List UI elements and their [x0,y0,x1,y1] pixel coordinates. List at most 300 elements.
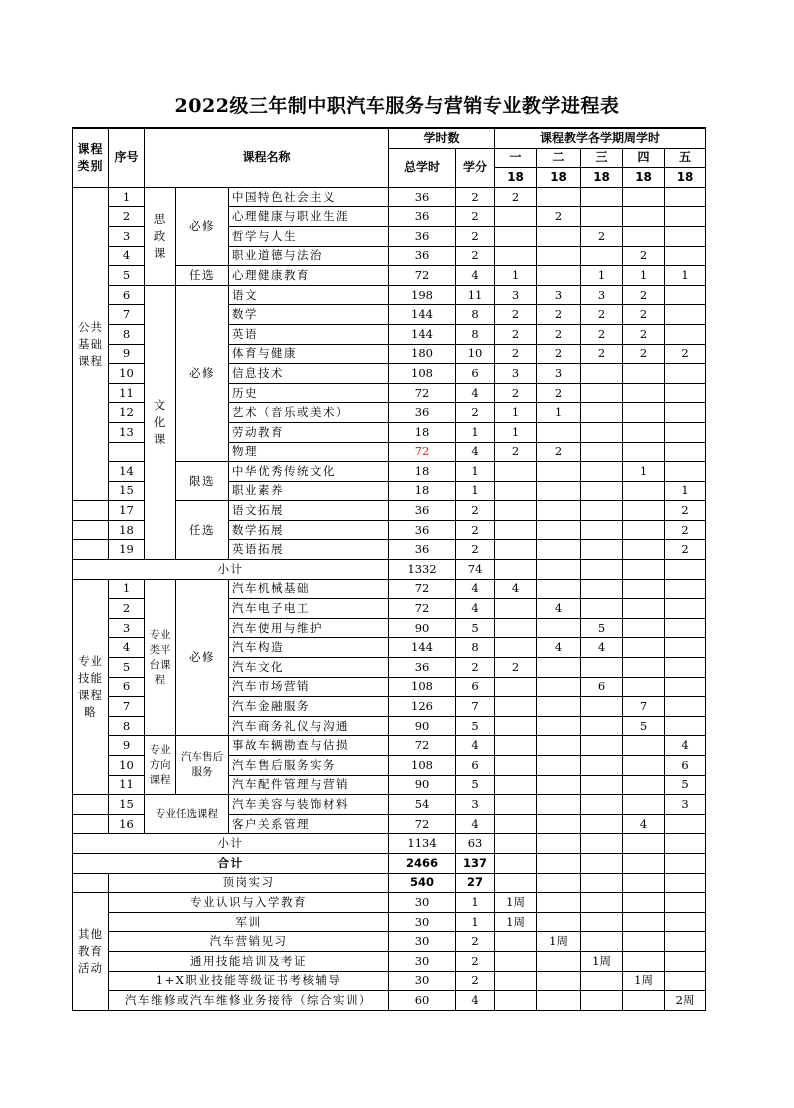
credits: 63 [456,834,495,854]
semester-1-weekly-hours [495,599,537,619]
header-credits: 学分 [456,148,495,187]
semester-3-weekly-hours [581,853,623,873]
semester-4-weekly-hours [623,853,665,873]
course-seq [109,442,145,462]
group-required: 必修 [176,579,229,736]
semester-4-weekly-hours: 1 [623,462,665,482]
row-label: 通用技能培训及考证 [109,951,389,971]
semester-3-weekly-hours [581,462,623,482]
semester-2-weekly-hours: 4 [537,599,581,619]
semester-1-weekly-hours: 1 [495,422,537,442]
semester-4-weekly-hours [623,834,665,854]
semester-4-weekly-hours: 1 [623,266,665,286]
semester-4-weekly-hours [623,422,665,442]
semester-3-weekly-hours: 5 [581,618,623,638]
semester-4-weekly-hours [623,756,665,776]
course-seq: 7 [109,697,145,717]
semester-5-weekly-hours: 4 [665,736,706,756]
category-public: 公共基础课程 [73,187,109,501]
group-elective: 任选 [176,266,229,286]
semester-1-weekly-hours: 1 [495,403,537,423]
semester-2-weekly-hours [537,422,581,442]
empty-cell [73,501,109,521]
semester-3-weekly-hours: 6 [581,677,623,697]
total-hours: 126 [389,697,456,717]
semester-1-weekly-hours [495,540,537,560]
semester-4-weekly-hours [623,442,665,462]
semester-5-weekly-hours [665,814,706,834]
total-hours: 72 [389,736,456,756]
semester-5-weekly-hours: 6 [665,756,706,776]
semester-2-weekly-hours: 2 [537,442,581,462]
course-name: 汽车金融服务 [229,697,389,717]
semester-3-weekly-hours: 3 [581,285,623,305]
total-hours: 144 [389,324,456,344]
course-name: 汽车机械基础 [229,579,389,599]
semester-4-weekly-hours [623,540,665,560]
semester-2-weekly-hours: 2 [537,383,581,403]
semester-1-weekly-hours: 2 [495,305,537,325]
table-row [73,951,706,971]
group-aftersales: 汽车售后服务 [176,736,229,795]
credits: 4 [456,442,495,462]
credits: 2 [456,246,495,266]
semester-1-weekly-hours [495,873,537,893]
semester-2-weekly-hours [537,736,581,756]
course-seq: 2 [109,207,145,227]
total-hours: 1134 [389,834,456,854]
semester-2-weekly-hours [537,951,581,971]
semester-3-weekly-hours [581,873,623,893]
course-name: 客户关系管理 [229,814,389,834]
total-hours: 30 [389,893,456,913]
semester-4-weekly-hours [623,736,665,756]
semester-1-weekly-hours [495,520,537,540]
credits: 2 [456,207,495,227]
credits: 6 [456,364,495,384]
course-name: 汽车售后服务实务 [229,756,389,776]
semester-5-weekly-hours [665,207,706,227]
credits: 2 [456,226,495,246]
course-name: 心理健康与职业生涯 [229,207,389,227]
total-hours: 108 [389,756,456,776]
credits: 8 [456,305,495,325]
total-row [73,853,706,873]
semester-3-weekly-hours [581,814,623,834]
group-elective: 任选 [176,501,229,560]
semester-1-weekly-hours [495,971,537,991]
semester-5-weekly-hours [665,246,706,266]
semester-3-weekly-hours: 2 [581,344,623,364]
total-hours: 72 [389,599,456,619]
subtotal-row [73,560,706,580]
total-hours: 108 [389,677,456,697]
row-label: 专业认识与入学教育 [109,893,389,913]
course-name: 汽车市场营销 [229,677,389,697]
empty-cell [73,795,109,815]
semester-4-weekly-hours [623,618,665,638]
total-hours: 72 [389,266,456,286]
row-label: 合计 [73,853,389,873]
course-name: 汽车文化 [229,658,389,678]
course-name: 职业素养 [229,481,389,501]
table-row [73,971,706,991]
semester-4-weekly-hours [623,991,665,1011]
semester-5-weekly-hours [665,853,706,873]
semester-3-weekly-hours [581,736,623,756]
credits: 137 [456,853,495,873]
semester-5-weekly-hours [665,579,706,599]
credits: 4 [456,991,495,1011]
course-seq: 9 [109,344,145,364]
semester-3-weekly-hours: 1周 [581,951,623,971]
semester-1-weekly-hours [495,677,537,697]
credits: 4 [456,579,495,599]
header-semester-1: 一 [495,148,537,168]
semester-4-weekly-hours [623,873,665,893]
semester-5-weekly-hours [665,599,706,619]
semester-5-weekly-hours [665,697,706,717]
semester-3-weekly-hours [581,520,623,540]
semester-2-weekly-hours [537,756,581,776]
semester-4-weekly-hours [623,951,665,971]
course-seq: 19 [109,540,145,560]
total-hours: 198 [389,285,456,305]
header-semester-group: 课程教学各学期周学时 [495,128,706,148]
credits: 1 [456,422,495,442]
course-seq: 11 [109,775,145,795]
header-weeks-2: 18 [537,168,581,188]
semester-5-weekly-hours [665,285,706,305]
semester-5-weekly-hours [665,618,706,638]
course-name: 艺术（音乐或美术） [229,403,389,423]
semester-1-weekly-hours [495,736,537,756]
table-row [73,893,706,913]
course-seq: 2 [109,599,145,619]
semester-2-weekly-hours [537,971,581,991]
semester-3-weekly-hours [581,442,623,462]
semester-2-weekly-hours [537,775,581,795]
semester-3-weekly-hours [581,697,623,717]
semester-2-weekly-hours [537,540,581,560]
credits: 1 [456,912,495,932]
course-seq: 10 [109,756,145,776]
semester-4-weekly-hours: 2 [623,305,665,325]
group-required: 必修 [176,187,229,265]
semester-2-weekly-hours: 2 [537,305,581,325]
semester-1-weekly-hours: 2 [495,324,537,344]
semester-1-weekly-hours [495,246,537,266]
credits: 3 [456,795,495,815]
credits: 1 [456,462,495,482]
total-hours: 18 [389,462,456,482]
semester-2-weekly-hours [537,618,581,638]
credits: 2 [456,187,495,207]
semester-3-weekly-hours [581,422,623,442]
semester-5-weekly-hours: 2 [665,520,706,540]
semester-4-weekly-hours [623,893,665,913]
semester-4-weekly-hours [623,364,665,384]
course-seq: 6 [109,285,145,305]
credits: 5 [456,618,495,638]
semester-4-weekly-hours [623,207,665,227]
semester-5-weekly-hours [665,305,706,325]
semester-1-weekly-hours: 2 [495,187,537,207]
course-name: 汽车美容与装饰材料 [229,795,389,815]
semester-4-weekly-hours [623,677,665,697]
semester-1-weekly-hours: 3 [495,364,537,384]
credits: 1 [456,893,495,913]
semester-4-weekly-hours [623,638,665,658]
row-label: 1+X职业技能等级证书考核辅导 [109,971,389,991]
course-seq: 17 [109,501,145,521]
semester-1-weekly-hours [495,481,537,501]
credits: 6 [456,756,495,776]
semester-5-weekly-hours [665,834,706,854]
semester-1-weekly-hours [495,697,537,717]
semester-1-weekly-hours [495,932,537,952]
course-name: 物理 [229,442,389,462]
semester-5-weekly-hours [665,364,706,384]
semester-2-weekly-hours [537,814,581,834]
header-weeks-3: 18 [581,168,623,188]
semester-3-weekly-hours [581,560,623,580]
semester-3-weekly-hours [581,795,623,815]
semester-1-weekly-hours [495,756,537,776]
semester-2-weekly-hours [537,991,581,1011]
total-hours: 2466 [389,853,456,873]
semester-5-weekly-hours: 1 [665,481,706,501]
semester-2-weekly-hours [537,873,581,893]
semester-5-weekly-hours [665,873,706,893]
semester-5-weekly-hours: 5 [665,775,706,795]
total-hours: 30 [389,932,456,952]
credits: 2 [456,501,495,521]
semester-4-weekly-hours: 2 [623,344,665,364]
course-seq: 5 [109,658,145,678]
semester-2-weekly-hours: 1 [537,403,581,423]
semester-5-weekly-hours [665,324,706,344]
semester-3-weekly-hours [581,579,623,599]
total-hours: 36 [389,226,456,246]
credits: 2 [456,658,495,678]
category-other: 其他教育活动 [73,893,109,1011]
semester-1-weekly-hours [495,795,537,815]
semester-2-weekly-hours [537,716,581,736]
semester-4-weekly-hours [623,520,665,540]
course-seq: 4 [109,638,145,658]
semester-3-weekly-hours [581,912,623,932]
total-hours: 72 [389,814,456,834]
credits: 4 [456,736,495,756]
semester-2-weekly-hours [537,697,581,717]
empty-cell [73,873,109,893]
course-seq: 10 [109,364,145,384]
semester-1-weekly-hours: 4 [495,579,537,599]
credits: 4 [456,814,495,834]
total-hours: 144 [389,638,456,658]
credits: 2 [456,951,495,971]
teaching-schedule-table [72,127,706,1011]
semester-4-weekly-hours: 7 [623,697,665,717]
semester-4-weekly-hours [623,187,665,207]
total-hours: 180 [389,344,456,364]
semester-3-weekly-hours [581,599,623,619]
semester-4-weekly-hours: 2 [623,246,665,266]
semester-1-weekly-hours: 2 [495,344,537,364]
semester-2-weekly-hours [537,677,581,697]
course-name: 劳动教育 [229,422,389,442]
credits: 5 [456,775,495,795]
total-hours: 36 [389,520,456,540]
semester-3-weekly-hours [581,246,623,266]
semester-4-weekly-hours [623,912,665,932]
course-seq: 11 [109,383,145,403]
credits: 4 [456,383,495,403]
semester-4-weekly-hours: 2 [623,285,665,305]
header-hours-group: 学时数 [389,128,495,148]
course-seq: 13 [109,422,145,442]
semester-4-weekly-hours: 1周 [623,971,665,991]
header-weeks-5: 18 [665,168,706,188]
semester-3-weekly-hours [581,540,623,560]
total-hours: 18 [389,481,456,501]
table-row [73,736,706,756]
semester-5-weekly-hours: 1 [665,266,706,286]
course-seq: 3 [109,226,145,246]
course-name: 汽车商务礼仪与沟通 [229,716,389,736]
empty-cell [73,814,109,834]
total-hours: 54 [389,795,456,815]
semester-2-weekly-hours [537,481,581,501]
semester-5-weekly-hours [665,422,706,442]
semester-2-weekly-hours [537,658,581,678]
credits: 10 [456,344,495,364]
course-name: 体育与健康 [229,344,389,364]
semester-5-weekly-hours [665,638,706,658]
header-category: 课程类别 [73,128,109,187]
total-hours: 90 [389,775,456,795]
semester-4-weekly-hours [623,658,665,678]
course-name: 语文 [229,285,389,305]
table-row [73,991,706,1011]
header-total-hours: 总学时 [389,148,456,187]
credits: 1 [456,481,495,501]
table-row [73,795,706,815]
course-seq: 15 [109,481,145,501]
table-row [73,187,706,207]
row-label: 顶岗实习 [109,873,389,893]
semester-3-weekly-hours [581,501,623,521]
semester-4-weekly-hours [623,579,665,599]
course-seq: 9 [109,736,145,756]
header-weeks-1: 18 [495,168,537,188]
total-hours: 108 [389,364,456,384]
credits: 7 [456,697,495,717]
semester-5-weekly-hours [665,658,706,678]
semester-5-weekly-hours [665,560,706,580]
course-name: 数学 [229,305,389,325]
total-hours: 30 [389,912,456,932]
semester-5-weekly-hours [665,383,706,403]
semester-1-weekly-hours [495,834,537,854]
total-hours: 72 [389,442,456,462]
semester-1-weekly-hours: 1 [495,266,537,286]
row-label: 小计 [73,560,389,580]
row-label: 小计 [73,834,389,854]
semester-5-weekly-hours [665,951,706,971]
semester-4-weekly-hours [623,795,665,815]
semester-4-weekly-hours: 4 [623,814,665,834]
semester-5-weekly-hours [665,971,706,991]
semester-1-weekly-hours [495,951,537,971]
semester-5-weekly-hours [665,716,706,736]
semester-1-weekly-hours [495,207,537,227]
credits: 27 [456,873,495,893]
header-course-name: 课程名称 [145,128,389,187]
semester-3-weekly-hours [581,187,623,207]
semester-1-weekly-hours [495,501,537,521]
semester-3-weekly-hours [581,383,623,403]
credits: 2 [456,540,495,560]
semester-1-weekly-hours [495,814,537,834]
row-label: 军训 [109,912,389,932]
semester-5-weekly-hours: 2周 [665,991,706,1011]
semester-3-weekly-hours [581,403,623,423]
total-hours: 36 [389,501,456,521]
semester-1-weekly-hours: 2 [495,383,537,403]
semester-2-weekly-hours [537,853,581,873]
semester-5-weekly-hours: 2 [665,540,706,560]
course-name: 哲学与人生 [229,226,389,246]
total-hours: 36 [389,187,456,207]
total-hours: 90 [389,716,456,736]
total-hours: 90 [389,618,456,638]
semester-2-weekly-hours: 4 [537,638,581,658]
semester-3-weekly-hours [581,658,623,678]
course-name: 语文拓展 [229,501,389,521]
credits: 2 [456,520,495,540]
course-name: 汽车配件管理与营销 [229,775,389,795]
total-hours: 36 [389,540,456,560]
semester-1-weekly-hours [495,618,537,638]
credits: 74 [456,560,495,580]
semester-2-weekly-hours [537,226,581,246]
semester-5-weekly-hours [665,912,706,932]
empty-cell [73,540,109,560]
credits: 4 [456,266,495,286]
group-limited: 限选 [176,462,229,501]
semester-2-weekly-hours [537,795,581,815]
total-hours: 30 [389,951,456,971]
credits: 5 [456,716,495,736]
table-row [73,932,706,952]
semester-2-weekly-hours [537,246,581,266]
total-hours: 144 [389,305,456,325]
credits: 11 [456,285,495,305]
header-weeks-4: 18 [623,168,665,188]
semester-5-weekly-hours: 2 [665,344,706,364]
semester-1-weekly-hours [495,226,537,246]
category-professional: 专业技能课程略 [73,579,109,795]
course-name: 中华优秀传统文化 [229,462,389,482]
semester-4-weekly-hours: 2 [623,324,665,344]
course-name: 汽车构造 [229,638,389,658]
semester-1-weekly-hours [495,638,537,658]
semester-3-weekly-hours [581,756,623,776]
total-hours: 30 [389,971,456,991]
total-hours: 72 [389,579,456,599]
